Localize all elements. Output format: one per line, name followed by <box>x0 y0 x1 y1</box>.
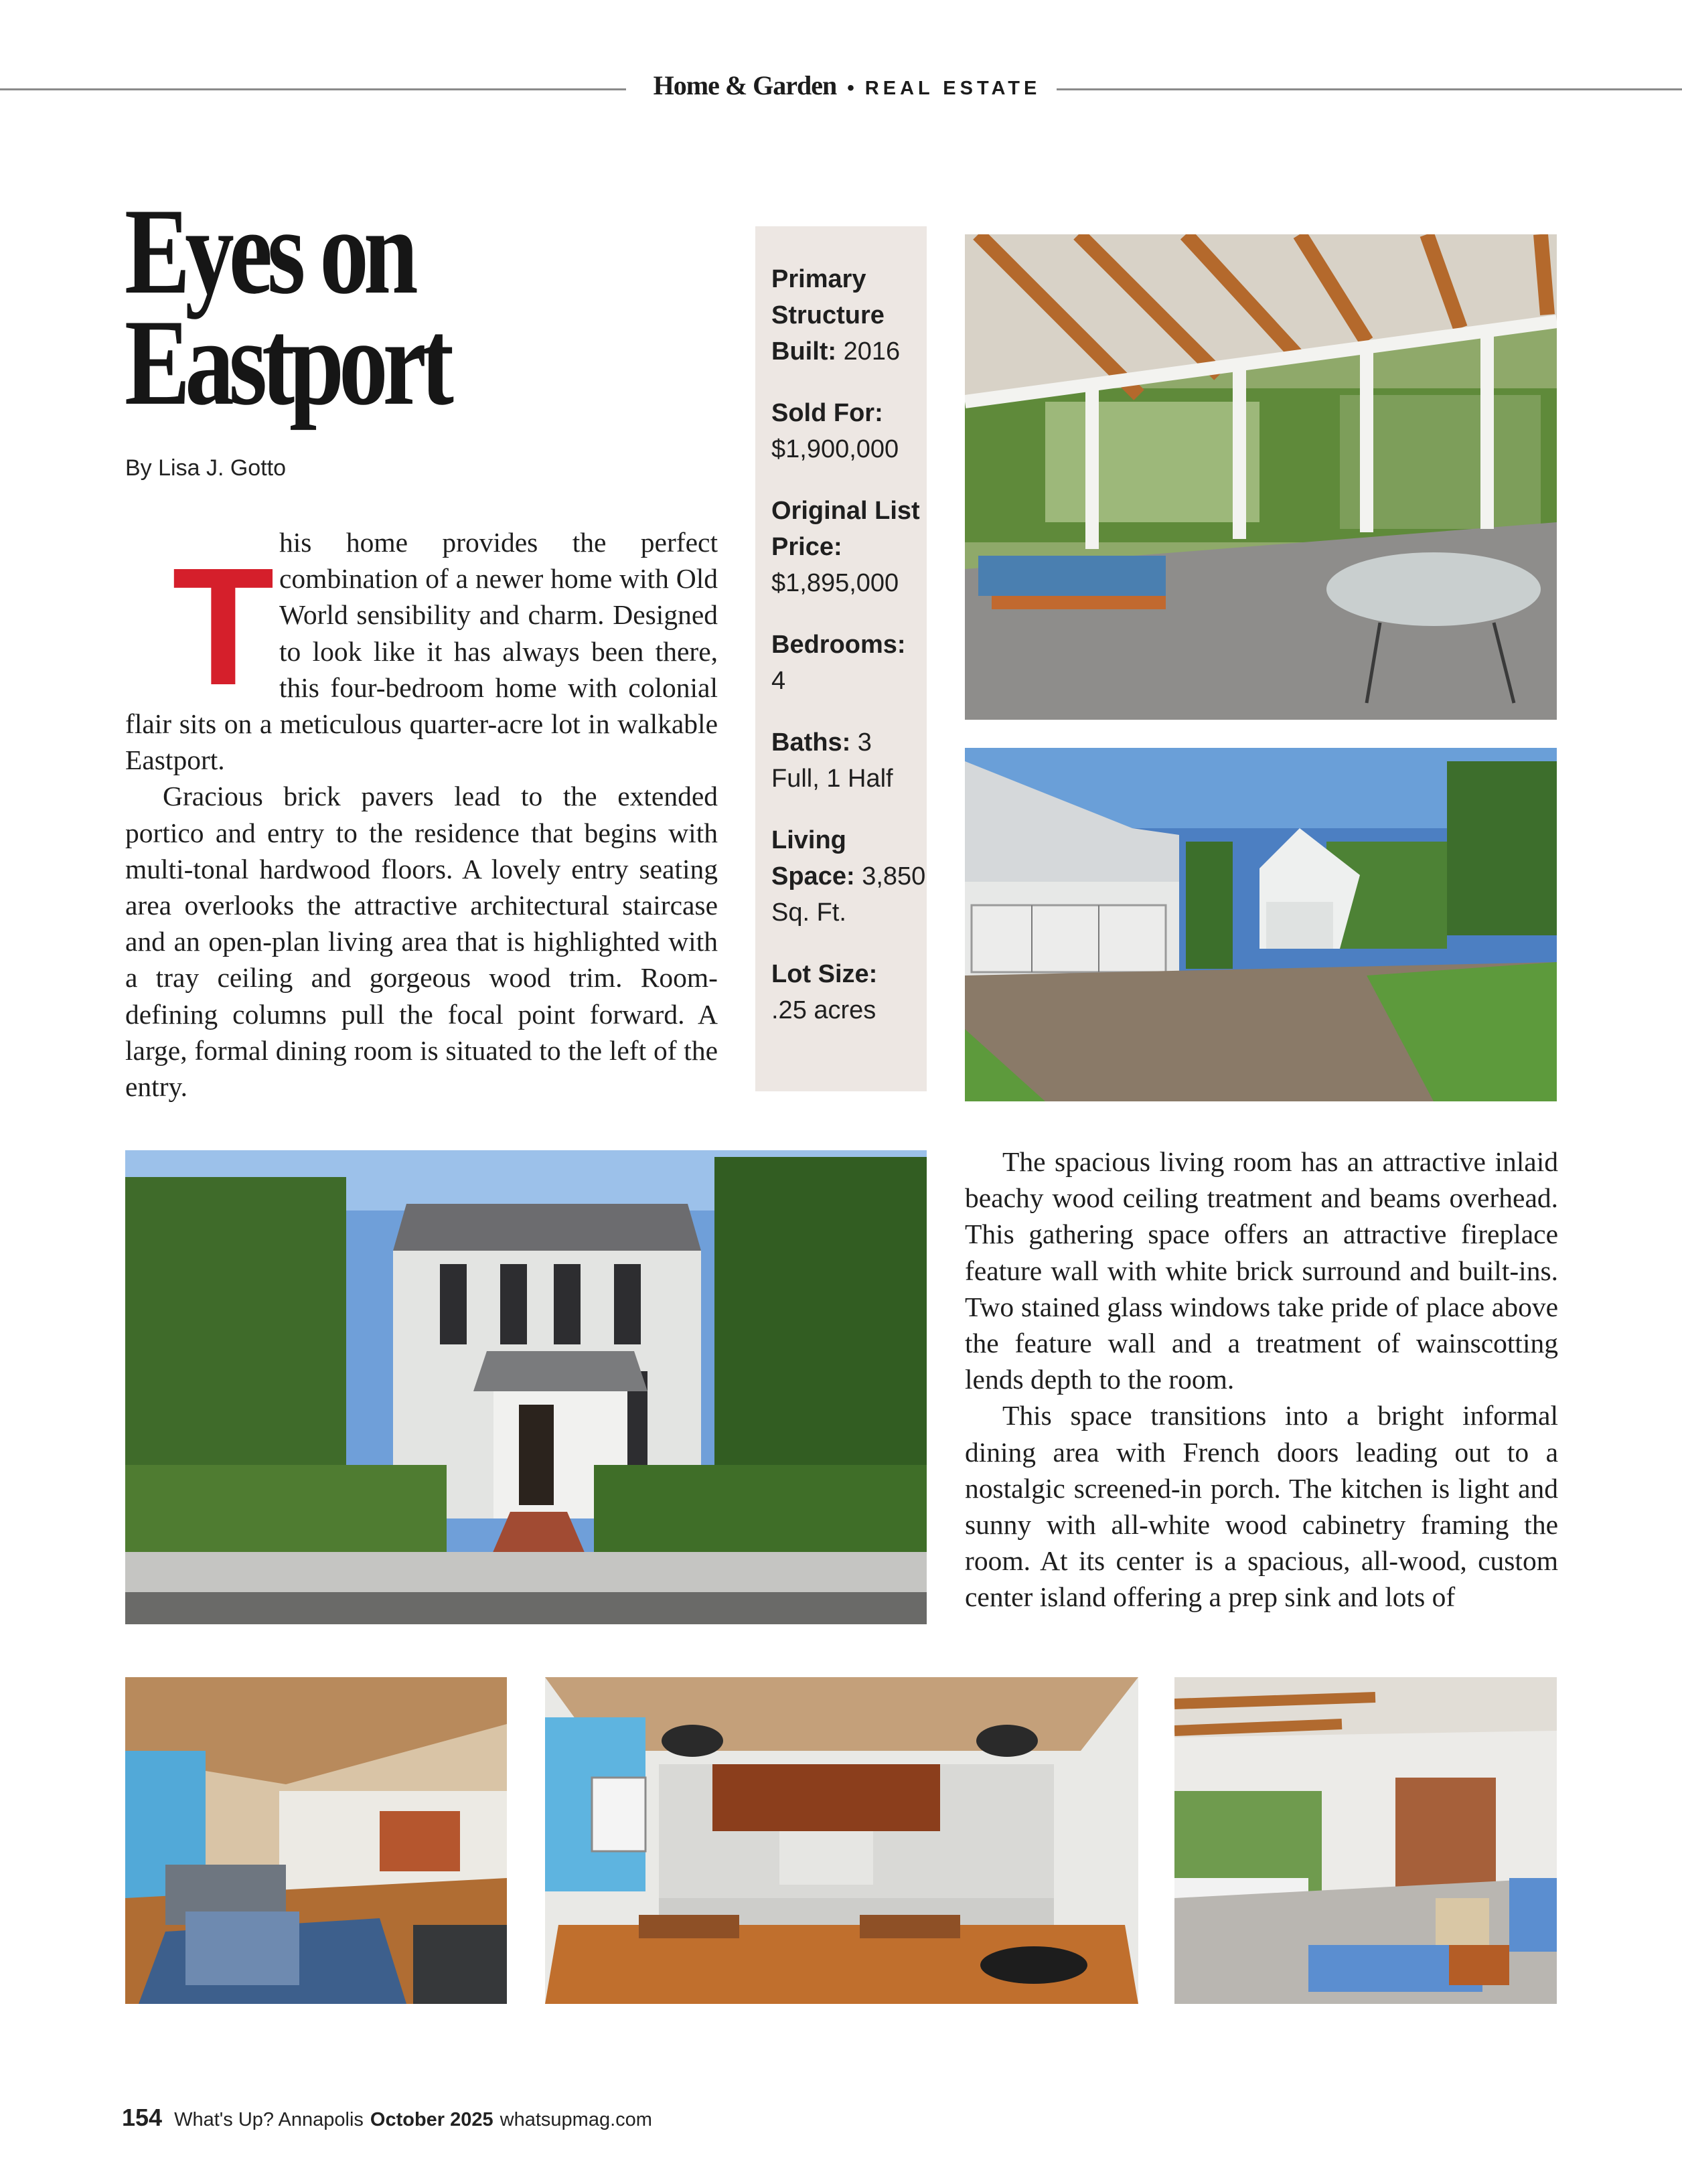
fact-year-built <box>771 261 927 370</box>
paragraph-1: his home provides the perfect combination of a newer home with Old World sensibility and charm. Designed to look like it has always been there, this four-bedroom home with colonial flair sits on a meticulous quarter-acre lot in walkable Eastport. <box>125 527 718 776</box>
photo-kitchen <box>545 1677 1138 2004</box>
fact-value: .25 acres <box>771 996 876 1024</box>
fact-baths <box>771 724 927 797</box>
photo-garage-driveway <box>965 748 1557 1101</box>
fact-value: 3,850 Sq. Ft. <box>771 862 926 927</box>
website: whatsupmag.com <box>500 2109 652 2130</box>
fact-value: $1,895,000 <box>771 569 899 597</box>
paragraph-4: This space transitions into a bright informal dining area with French doors leading out to a nostalgic screened-in porch. The kitchen is light and sunny with all-white wood cabinetry framing the room. At its center is a spacious, all-wood, custom center island offering a prep sink and lots of <box>965 1400 1558 1613</box>
article-column-1 <box>125 524 718 1105</box>
header-separator: • <box>847 77 854 99</box>
fact-label: Living Space: <box>771 826 855 890</box>
paragraph-3: The spacious living room has an attractive inlaid beachy wood ceiling treatment and beams overhead. This gathering space offers an attractive fireplace feature wall with white brick surround and built-ins. Two stained glass windows take pride of place above the feature wall and a treatment of wainscotting lends depth to the room. <box>965 1146 1558 1395</box>
issue-date: October 2025 <box>370 2109 493 2130</box>
photo-porch-seating <box>1174 1677 1557 2004</box>
article-column-2 <box>965 1144 1558 1616</box>
page-number: 154 <box>122 2104 163 2131</box>
fact-bedrooms <box>771 627 927 699</box>
photo-house-exterior <box>125 1150 927 1624</box>
title-line-2: Eastport <box>125 294 449 431</box>
section-label: REAL ESTATE <box>864 78 1041 99</box>
fact-lot-size <box>771 956 927 1028</box>
fact-value: 4 <box>771 667 786 695</box>
fact-living-space <box>771 822 927 931</box>
byline: By Lisa J. Gotto <box>125 455 286 481</box>
photo-living-room <box>125 1677 507 2004</box>
fact-label: Primary Structure Built: <box>771 265 885 366</box>
fact-label: Lot Size: <box>771 960 878 988</box>
fact-value: 2016 <box>843 337 901 366</box>
fact-label: Original List Price: <box>771 497 920 561</box>
photo-screened-porch <box>965 234 1557 720</box>
fact-sold-for <box>771 395 927 467</box>
header-rule-right <box>1057 88 1682 90</box>
fact-value: $1,900,000 <box>771 435 899 463</box>
article-title <box>125 183 607 431</box>
paragraph-2: Gracious brick pavers lead to the extended portico and entry to the residence that begins with multi-tonal hardwood floors. A lovely entry seating area overlooks the attractive architectural staircase and an open-plan living area that is highlighted with a tray ceiling and gorgeous wood trim. Room-defining columns pull the focal point forward. A large, formal dining room is situated to the left of the entry. <box>125 781 718 1103</box>
publication-name: What's Up? Annapolis <box>174 2109 364 2130</box>
magazine-section-brand: Home & Garden <box>653 70 837 100</box>
section-header <box>653 70 1041 101</box>
drop-cap: T <box>172 533 275 720</box>
fact-label: Baths: <box>771 728 851 757</box>
fact-label: Bedrooms: <box>771 631 906 659</box>
fact-value: 3 Full, 1 Half <box>771 728 893 793</box>
fact-list-price <box>771 493 927 601</box>
property-facts-sidebar <box>755 226 927 1091</box>
title-line-1: Eyes on <box>125 183 413 319</box>
header-rule-left <box>0 88 626 90</box>
page-footer <box>122 2104 652 2132</box>
fact-label: Sold For: <box>771 399 883 427</box>
